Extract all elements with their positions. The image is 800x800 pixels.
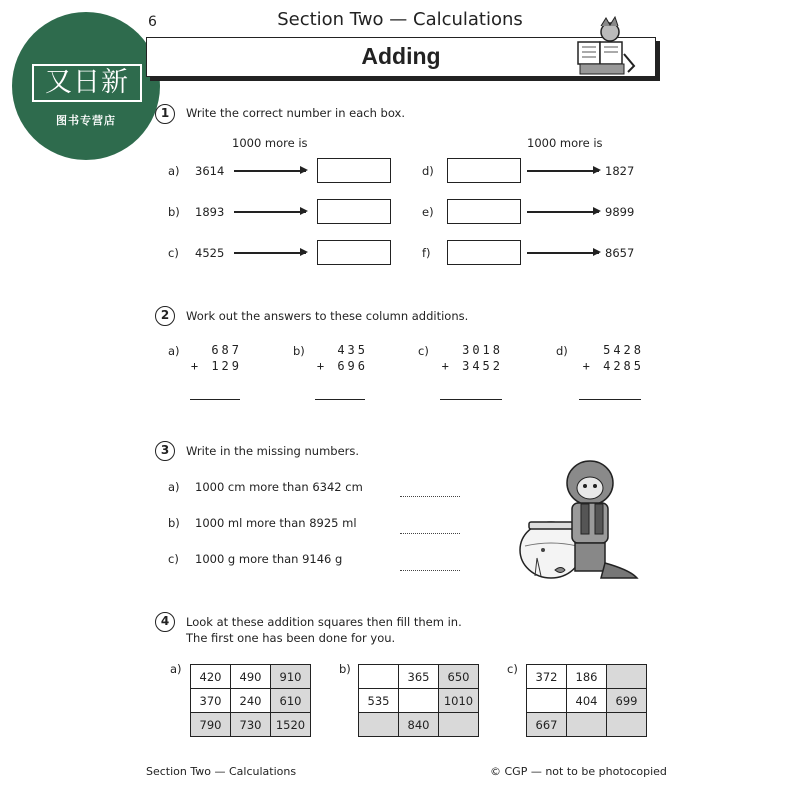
q2-bottom-c: + 3452 bbox=[441, 359, 503, 373]
square-c-total-cell[interactable] bbox=[567, 713, 607, 737]
q1-arrow-b bbox=[234, 211, 306, 213]
q3-answer-line-a[interactable] bbox=[400, 496, 460, 497]
square-a-total-cell: 730 bbox=[231, 713, 271, 737]
reading-character-illustration bbox=[570, 14, 640, 84]
square-c-grand-total-cell[interactable] bbox=[607, 713, 647, 737]
square-b-total-cell: 1010 bbox=[439, 689, 479, 713]
addition-square-b bbox=[358, 664, 479, 737]
q1-label-c: c) bbox=[168, 246, 179, 260]
square-b-grand-total-cell[interactable] bbox=[439, 713, 479, 737]
square-a-cell: 420 bbox=[191, 665, 231, 689]
square-a-cell: 370 bbox=[191, 689, 231, 713]
square-a-grand-total-cell: 1520 bbox=[271, 713, 311, 737]
q2-label-c: c) bbox=[418, 344, 429, 358]
square-b-total-cell: 650 bbox=[439, 665, 479, 689]
page-number: 6 bbox=[148, 14, 157, 30]
square-c-cell[interactable] bbox=[527, 689, 567, 713]
q2-answer-line-b[interactable] bbox=[315, 399, 365, 400]
q4-label-b: b) bbox=[339, 662, 351, 676]
q1-value-a: 3614 bbox=[195, 164, 225, 178]
square-c-total-cell: 667 bbox=[527, 713, 567, 737]
q1-answer-box-e[interactable] bbox=[447, 199, 521, 224]
logo-name: 又日新 bbox=[45, 67, 129, 98]
diver-fishbowl-illustration bbox=[515, 458, 665, 583]
q1-value-d: 1827 bbox=[605, 164, 635, 178]
q2-label-a: a) bbox=[168, 344, 180, 358]
square-c-total-cell: 699 bbox=[607, 689, 647, 713]
question-2-instruction: Work out the answers to these column additions. bbox=[186, 309, 469, 323]
q1-arrow-c bbox=[234, 252, 306, 254]
question-2-number: 2 bbox=[155, 306, 175, 326]
q3-answer-line-b[interactable] bbox=[400, 533, 460, 534]
q2-label-d: d) bbox=[556, 344, 568, 358]
q1-arrow-e bbox=[527, 211, 599, 213]
square-c-cell: 404 bbox=[567, 689, 607, 713]
section-title: Section Two — Calculations bbox=[277, 9, 523, 30]
q1-answer-box-c[interactable] bbox=[317, 240, 391, 265]
q3-label-a: a) bbox=[168, 480, 180, 494]
q1-label-a: a) bbox=[168, 164, 180, 178]
q2-top-a: 687 bbox=[211, 343, 242, 357]
q4-label-a: a) bbox=[170, 662, 182, 676]
square-b-cell[interactable] bbox=[399, 689, 439, 713]
question-4-instruction-line2: The first one has been done for you. bbox=[186, 631, 396, 645]
q3-answer-line-c[interactable] bbox=[400, 570, 460, 571]
q1-label-b: b) bbox=[168, 205, 180, 219]
q3-text-c: 1000 g more than 9146 g bbox=[195, 552, 343, 566]
q1-answer-box-f[interactable] bbox=[447, 240, 521, 265]
square-a-cell: 240 bbox=[231, 689, 271, 713]
q1-answer-box-d[interactable] bbox=[447, 158, 521, 183]
square-b-total-cell[interactable] bbox=[359, 713, 399, 737]
q2-answer-line-a[interactable] bbox=[190, 399, 240, 400]
q1-label-e: e) bbox=[422, 205, 434, 219]
square-b-total-cell: 840 bbox=[399, 713, 439, 737]
q4-label-c: c) bbox=[507, 662, 518, 676]
square-c-cell: 186 bbox=[567, 665, 607, 689]
q1-right-heading: 1000 more is bbox=[527, 136, 603, 150]
square-a-total-cell: 610 bbox=[271, 689, 311, 713]
question-3-instruction: Write in the missing numbers. bbox=[186, 444, 360, 458]
q3-text-a: 1000 cm more than 6342 cm bbox=[195, 480, 363, 494]
square-c-cell: 372 bbox=[527, 665, 567, 689]
question-4-instruction-line1: Look at these addition squares then fill them in. bbox=[186, 615, 462, 629]
store-logo-badge bbox=[12, 12, 160, 160]
q2-top-d: 5428 bbox=[603, 343, 644, 357]
addition-square-c bbox=[526, 664, 647, 737]
question-1-instruction: Write the correct number in each box. bbox=[186, 106, 405, 120]
page-title: Adding bbox=[361, 43, 441, 69]
footer-section: Section Two — Calculations bbox=[146, 765, 297, 778]
square-c-total-cell[interactable] bbox=[607, 665, 647, 689]
q1-value-b: 1893 bbox=[195, 205, 225, 219]
q2-bottom-d: + 4285 bbox=[582, 359, 644, 373]
q1-answer-box-a[interactable] bbox=[317, 158, 391, 183]
q3-label-b: b) bbox=[168, 516, 180, 530]
q1-arrow-f bbox=[527, 252, 599, 254]
q1-answer-box-b[interactable] bbox=[317, 199, 391, 224]
q1-value-c: 4525 bbox=[195, 246, 225, 260]
q3-text-b: 1000 ml more than 8925 ml bbox=[195, 516, 357, 530]
addition-square-a bbox=[190, 664, 311, 737]
q2-label-b: b) bbox=[293, 344, 305, 358]
q2-answer-line-d[interactable] bbox=[579, 399, 641, 400]
q2-top-c: 3018 bbox=[462, 343, 503, 357]
square-a-total-cell: 790 bbox=[191, 713, 231, 737]
footer-copyright: © CGP — not to be photocopied bbox=[490, 765, 667, 778]
q1-arrow-d bbox=[527, 170, 599, 172]
square-a-total-cell: 910 bbox=[271, 665, 311, 689]
q1-label-f: f) bbox=[422, 246, 431, 260]
question-1-number: 1 bbox=[155, 104, 175, 124]
square-a-cell: 490 bbox=[231, 665, 271, 689]
q3-label-c: c) bbox=[168, 552, 179, 566]
q1-label-d: d) bbox=[422, 164, 434, 178]
square-b-cell: 365 bbox=[399, 665, 439, 689]
q1-arrow-a bbox=[234, 170, 306, 172]
square-b-cell[interactable] bbox=[359, 665, 399, 689]
q2-answer-line-c[interactable] bbox=[440, 399, 502, 400]
question-4-number: 4 bbox=[155, 612, 175, 632]
q2-bottom-b: + 696 bbox=[316, 359, 368, 373]
question-3-number: 3 bbox=[155, 441, 175, 461]
q1-value-f: 8657 bbox=[605, 246, 635, 260]
logo-subtitle: 图书专营店 bbox=[56, 114, 116, 127]
q1-left-heading: 1000 more is bbox=[232, 136, 308, 150]
q2-bottom-a: + 129 bbox=[190, 359, 242, 373]
square-b-cell: 535 bbox=[359, 689, 399, 713]
q2-top-b: 435 bbox=[337, 343, 368, 357]
q1-value-e: 9899 bbox=[605, 205, 635, 219]
